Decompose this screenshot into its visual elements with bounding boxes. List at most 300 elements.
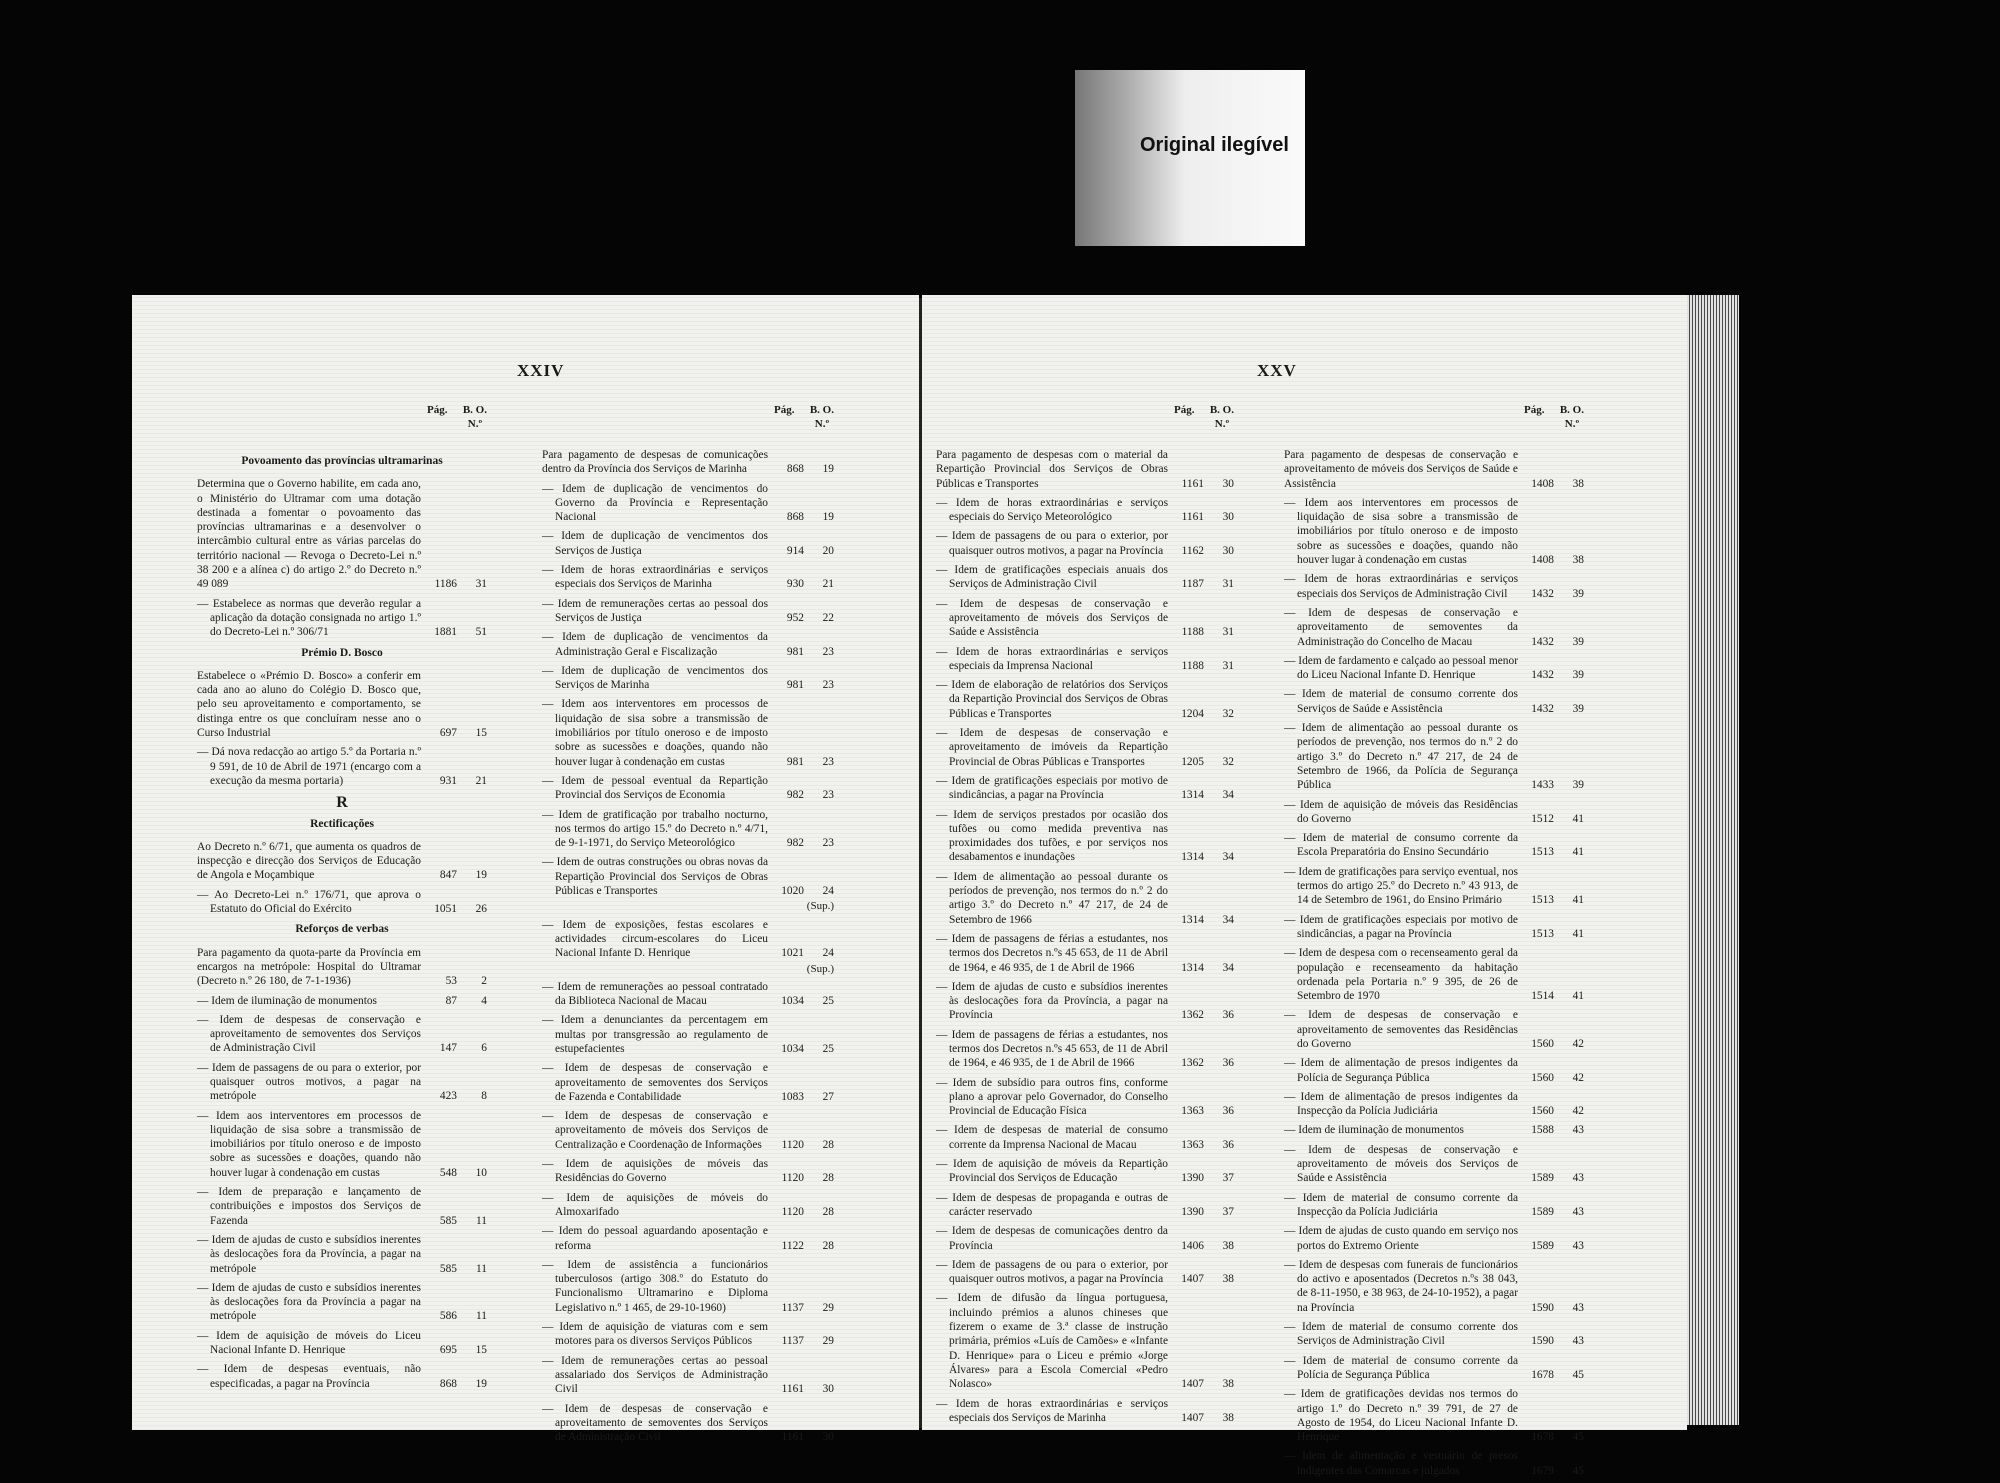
- index-entry: [936, 726, 1234, 769]
- index-entry: [1284, 654, 1584, 683]
- index-entry: [936, 645, 1234, 674]
- section-title: Povoamento das províncias ultramarinas: [241, 455, 443, 467]
- entry-text: — Idem de gratificações especiais por motivo de sindicâncias, a pagar na Província: [1284, 913, 1518, 940]
- entry-page: 1137: [781, 1301, 804, 1314]
- entry-bulletin-number: 26: [475, 903, 487, 916]
- entry-text: — Idem de gratificação por trabalho nocturno, nos termos do artigo 15.º do Decreto n.º 4/71, de 9-1-1971, do Serviço Meteorológico: [542, 808, 768, 850]
- entry-text: — Idem de despesas de material de consumo corrente da Imprensa Nacional de Macau: [936, 1124, 1168, 1151]
- bo-label: B. O.: [1209, 404, 1234, 416]
- index-entry: [936, 774, 1234, 803]
- index-entry: [542, 529, 834, 558]
- entry-text: — Idem de material de consumo corrente dos Serviços de Administração Civil: [1284, 1321, 1518, 1348]
- entry-page: 548: [439, 1166, 457, 1179]
- entry-page: 914: [786, 544, 804, 557]
- entry-page: 1432: [1531, 702, 1554, 715]
- entry-text: — Idem de despesas de conservação e aproveitamento de semoventes dos Serviços de Fazenda e Contabilidade: [542, 1062, 768, 1103]
- entry-bulletin-number: 31: [475, 578, 487, 591]
- entry-page: 1034: [781, 1042, 804, 1055]
- entry-page: 1120: [781, 1205, 804, 1218]
- entry-text: — Idem de aquisição de viaturas com e sem motores para os diversos Serviços Públicos: [542, 1321, 768, 1348]
- entry-bulletin-number: 41: [1572, 990, 1584, 1003]
- entry-bulletin-number: 43: [1572, 1335, 1584, 1348]
- entry-bulletin-number: 27: [822, 1090, 834, 1103]
- entry-page: 1513: [1531, 927, 1554, 940]
- index-entry: [936, 597, 1234, 640]
- entry-text: — Ao Decreto-Lei n.º 176/71, que aprova o Estatuto do Oficial do Exército: [197, 888, 421, 916]
- entry-bulletin-number: 36: [1222, 1009, 1234, 1022]
- column-header: [1174, 403, 1234, 433]
- entry-bulletin-number: 6: [481, 1042, 487, 1055]
- index-entry: [542, 1109, 834, 1152]
- index-entry: [936, 678, 1234, 721]
- entry-bulletin-number: 24: [822, 947, 834, 960]
- index-list: [936, 448, 1234, 1430]
- entry-page: 1161: [1181, 477, 1204, 490]
- index-entry: [1284, 1123, 1584, 1137]
- entry-page: 1161: [781, 1431, 804, 1444]
- entry-text: — Idem de material de consumo corrente da Inspecção da Polícia Judiciária: [1284, 1191, 1518, 1218]
- entry-page: 1589: [1531, 1205, 1554, 1218]
- entry-page: 1407: [1181, 1378, 1204, 1391]
- entry-bulletin-number: 31: [1222, 626, 1234, 639]
- entry-text: — Idem de despesas de conservação e aproveitamento de móveis dos Serviços de Saúde e Assistência: [936, 597, 1168, 639]
- entry-page: 1432: [1531, 635, 1554, 648]
- entry-page: 1406: [1181, 1239, 1204, 1252]
- entry-bulletin-number: 38: [1222, 1378, 1234, 1391]
- bo-header: [1210, 403, 1234, 431]
- entry-bulletin-number: 45: [1572, 1464, 1584, 1477]
- pag-header: Pág.: [774, 404, 795, 416]
- index-entry: [542, 1224, 834, 1253]
- index-entry: [197, 1281, 487, 1324]
- no-label: N.º: [467, 418, 483, 430]
- index-entry: [936, 808, 1234, 865]
- entry-bulletin-number: 25: [822, 1042, 834, 1055]
- right-page: [922, 295, 1687, 1477]
- entry-page: 1560: [1531, 1037, 1554, 1050]
- entry-text: — Idem de duplicação de vencimentos dos Serviços de Marinha: [542, 664, 768, 692]
- entry-bulletin-number: 38: [1222, 1273, 1234, 1286]
- entry-bulletin-number: 19: [475, 869, 487, 882]
- entry-text: — Idem de horas extraordinárias e serviços especiais dos Serviços de Marinha: [936, 1397, 1168, 1424]
- section-title: Rectificações: [310, 817, 374, 830]
- entry-page: 1188: [1181, 626, 1204, 639]
- index-entry: [542, 1354, 834, 1397]
- entry-page: 1362: [1181, 1009, 1204, 1022]
- index-entry: [542, 774, 834, 803]
- entry-text: — Idem de gratificações devidas nos termos do artigo 1.º do Decreto n.º 39 791, de 27 de Agosto de 1954, do Liceu Nacional Infante D. Henrique: [1284, 1388, 1518, 1444]
- index-entry: [542, 1157, 834, 1186]
- entry-page: 1408: [1531, 477, 1554, 490]
- bo-header: [463, 403, 487, 431]
- entry-page: 1314: [1181, 851, 1204, 864]
- entry-text: Para pagamento da quota-parte da Província em encargos na metrópole: Hospital do Ultramar (Decreto n.º 26 180, de 7-1-1936): [197, 946, 421, 988]
- index-entry: [936, 448, 1234, 491]
- index-entry: [1284, 606, 1584, 649]
- index-entry: [197, 888, 487, 917]
- entry-page: 1021: [781, 947, 804, 960]
- entry-bulletin-number: 4: [481, 994, 487, 1007]
- index-entry: [542, 597, 834, 626]
- entry-page: 868: [786, 463, 804, 476]
- entry-page: 1122: [781, 1239, 804, 1252]
- entry-bulletin-number: 11: [476, 1262, 487, 1275]
- entry-text: — Idem de despesas de conservação e aproveitamento de semoventes dos Serviços de Administração Civil: [197, 1013, 421, 1055]
- entry-page: 982: [786, 789, 804, 802]
- entry-text: — Idem de gratificações especiais anuais dos Serviços de Administração Civil: [936, 564, 1168, 591]
- entry-text: — Idem de alimentação de presos indigentes da Polícia de Segurança Pública: [1284, 1057, 1518, 1084]
- entry-text: — Idem de despesas de propaganda e outras de carácter reservado: [936, 1191, 1168, 1218]
- entry-text: — Idem de material de consumo corrente da Polícia de Segurança Pública: [1284, 1354, 1518, 1381]
- index-entry: [197, 1061, 487, 1104]
- entry-page: 1161: [1181, 511, 1204, 524]
- entry-text: — Estabelece as normas que deverão regular a aplicação da dotação consignada no artigo 1.º do Decreto-Lei n.º 306/71: [197, 597, 421, 639]
- entry-text: — Idem de serviços prestados por ocasião dos tufões ou como medida preventiva nas proximidades dos tufões, e por serviços nos desabamentos e inundações: [936, 808, 1168, 864]
- entry-bulletin-number: 42: [1572, 1071, 1584, 1084]
- entry-page: 585: [439, 1262, 457, 1275]
- index-entry: [936, 1258, 1234, 1287]
- entry-text: — Idem de despesas de conservação e aproveitamento de semoventes das Residências do Governo: [1284, 1009, 1518, 1050]
- entry-text: — Idem de aquisição de móveis das Residências do Governo: [1284, 798, 1518, 825]
- entry-bulletin-number: 38: [1572, 477, 1584, 490]
- entry-text: Ao Decreto n.º 6/71, que aumenta os quadros de inspecção e direcção dos Serviços de Educação de Angola e Moçambique: [197, 840, 421, 882]
- entry-page: 1083: [781, 1090, 804, 1103]
- entry-page: 1408: [1531, 554, 1554, 567]
- entry-page: 1513: [1531, 894, 1554, 907]
- entry-page: 1678: [1531, 1368, 1554, 1381]
- entry-text: Estabelece o «Prémio D. Bosco» a conferir em cada ano ao aluno do Colégio D. Bosco que, pelo seu aproveitamento e comportamento, se distinga entre os que concluíram nesse ano o Curso Industrial: [197, 669, 421, 740]
- entry-page: 1204: [1181, 707, 1204, 720]
- index-letter-heading: R: [336, 794, 348, 812]
- entry-text: — Idem de gratificações especiais por motivo de sindicâncias, a pagar na Província: [936, 774, 1168, 802]
- entry-page: 1881: [434, 626, 457, 639]
- entry-text: — Idem de assistência a funcionários tuberculosos (artigo 308.º do Estatuto do Funcionalismo Ultramarino e Diploma Legislativo n.º 1 465, de 29-10-1960): [542, 1258, 768, 1314]
- entry-bulletin-number: 23: [822, 645, 834, 658]
- entry-text: — Idem de elaboração de relatórios dos Serviços da Repartição Provincial dos Serviços de Obras Públicas e Transportes: [936, 679, 1168, 720]
- entry-text: — Idem de ajudas de custo e subsídios inerentes às deslocações fora da Província, a pagar na metrópole: [197, 1233, 421, 1275]
- entry-bulletin-number: 10: [475, 1166, 487, 1179]
- column-header: [774, 403, 834, 433]
- entry-bulletin-number: 36: [1222, 1138, 1234, 1151]
- entry-page: 1590: [1531, 1301, 1554, 1314]
- entry-text: — Idem aos interventores em processos de liquidação de sisa sobre a transmissão de imobiliários por título oneroso e de imposto sobre as sucessões e doações, quando não houver lugar à condenação em custas: [1284, 496, 1518, 567]
- index-entry: [1284, 1143, 1584, 1186]
- pag-header: Pág.: [427, 404, 448, 416]
- entry-text: — Idem de despesas de comunicações dentro da Província: [936, 1225, 1168, 1252]
- entry-text: — Idem de passagens de ou para o exterior, por quaisquer outros motivos, a pagar na Província: [936, 530, 1168, 557]
- entry-page: 1514: [1531, 990, 1554, 1003]
- index-entry: [1284, 1258, 1584, 1315]
- index-entry: [197, 1233, 487, 1276]
- entry-page: 1432: [1531, 587, 1554, 600]
- entry-page: 1589: [1531, 1172, 1554, 1185]
- entry-page: 1120: [781, 1172, 804, 1185]
- index-entry: [1284, 721, 1584, 792]
- entry-text: — Idem de horas extraordinárias e serviços especiais dos Serviços de Marinha: [542, 564, 768, 591]
- entry-bulletin-number: 32: [1222, 755, 1234, 768]
- entry-bulletin-number: 19: [475, 1377, 487, 1390]
- entry-page: 1362: [1181, 1057, 1204, 1070]
- entry-text: — Idem de material de consumo corrente dos Serviços de Saúde e Assistência: [1284, 688, 1518, 715]
- entry-bulletin-number: 23: [822, 679, 834, 692]
- entry-text: Para pagamento de despesas de conservação e aproveitamento de móveis dos Serviços de Saúde e Assistência: [1284, 449, 1518, 490]
- entry-text: — Idem de alimentação e vestuário de presos indigentes das Comarcas e julgados: [1284, 1450, 1518, 1477]
- pag-header: Pág.: [1524, 404, 1545, 416]
- entry-page: 1187: [1181, 578, 1204, 591]
- bo-label: B. O.: [462, 404, 487, 416]
- entry-bulletin-number: 39: [1572, 669, 1584, 682]
- index-entry: [1284, 1090, 1584, 1119]
- entry-text: — Idem de aquisição de móveis da Repartição Provincial dos Serviços de Educação: [936, 1158, 1168, 1185]
- entry-text: — Idem de despesas eventuais, não especificadas, a pagar na Província: [197, 1363, 421, 1390]
- entry-page: 930: [786, 578, 804, 591]
- index-entry: [197, 745, 487, 788]
- entry-page: 982: [786, 837, 804, 850]
- index-entry: [197, 1362, 487, 1391]
- entry-text: — Idem de subsídio para outros fins, conforme plano a aprovar pelo Governador, do Conselho Provincial de Educação Física: [936, 1076, 1168, 1118]
- entry-page: 53: [445, 975, 457, 988]
- entry-page: 1390: [1181, 1172, 1204, 1185]
- entry-page: 1512: [1531, 812, 1554, 825]
- index-list: [542, 448, 834, 1449]
- index-entry: [542, 563, 834, 592]
- entry-text: — Idem de ajudas de custo e subsídios inerentes às deslocações fora da Província a pagar na metrópole: [197, 1281, 421, 1323]
- entry-bulletin-number: 38: [1572, 554, 1584, 567]
- entry-text: — Idem do pessoal aguardando aposentação e reforma: [542, 1225, 768, 1252]
- index-entry: [1284, 448, 1584, 491]
- entry-bulletin-number: 42: [1572, 1037, 1584, 1050]
- entry-page: 1363: [1181, 1138, 1204, 1151]
- index-entry: [936, 1123, 1234, 1152]
- entry-text: — Idem de remunerações ao pessoal contratado da Biblioteca Nacional de Macau: [542, 980, 768, 1008]
- entry-page: 1588: [1531, 1124, 1554, 1137]
- index-entry: [1284, 798, 1584, 827]
- entry-page: 981: [786, 679, 804, 692]
- entry-bulletin-number: 23: [822, 789, 834, 802]
- index-entry: [936, 496, 1234, 525]
- entry-text: — Idem de alimentação ao pessoal durante os períodos de prevenção, nos termos do n.º 2 do artigo 3.º do Decreto n.º 47 217, de 24 de Setembro de 1966: [936, 870, 1168, 926]
- entry-text: — Idem de duplicação de vencimentos da Administração Geral e Fiscalização: [542, 631, 768, 658]
- entry-text: — Idem aos interventores em processos de liquidação de sisa sobre a transmissão de imobiliários por título oneroso e de imposto sobre as sucessões e doações, quando não houver lugar à condenação em custas: [542, 698, 768, 768]
- entry-page: 1363: [1181, 1105, 1204, 1118]
- entry-text: — Idem de duplicação de vencimentos dos Serviços de Justiça: [542, 530, 768, 557]
- entry-page: 868: [786, 511, 804, 524]
- index-entry: [1284, 1191, 1584, 1220]
- entry-bulletin-number: 34: [1222, 789, 1234, 802]
- entry-text: — Idem de alimentação ao pessoal durante os períodos de prevenção, nos termos do n.º 2 do artigo 3.º do Decreto n.º 47 217, de 24 de Setembro de 1966, da Polícia de Segurança Pública: [1284, 722, 1518, 792]
- supplement-note: (Sup.): [806, 962, 834, 975]
- entry-bulletin-number: 30: [1222, 511, 1234, 524]
- entry-text: — Idem de despesa com o recenseamento geral da população e recenseamento da habitação ordenada pela Portaria n.º 9 395, de 26 de Setembro de 1970: [1284, 947, 1518, 1003]
- index-entry: [1284, 496, 1584, 567]
- entry-page: 1513: [1531, 846, 1554, 859]
- index-entry: [1284, 1224, 1584, 1253]
- index-entry: [542, 808, 834, 851]
- entry-page: 1314: [1181, 789, 1204, 802]
- entry-page: 1314: [1181, 961, 1204, 974]
- entry-bulletin-number: 2: [481, 975, 487, 988]
- entry-page: 1407: [1181, 1273, 1204, 1286]
- entry-page: 981: [786, 755, 804, 768]
- entry-bulletin-number: 39: [1572, 702, 1584, 715]
- index-entry: [542, 697, 834, 768]
- index-entry: [542, 664, 834, 693]
- section-title: Reforços de verbas: [295, 923, 389, 936]
- entry-text: — Idem de material de consumo corrente da Escola Preparatória do Ensino Secundário: [1284, 832, 1518, 859]
- index-entry: [1284, 687, 1584, 716]
- book-page-edges: [1687, 295, 1739, 1425]
- entry-bulletin-number: 28: [822, 1138, 834, 1151]
- entry-bulletin-number: 29: [822, 1335, 834, 1348]
- entry-bulletin-number: 51: [475, 626, 487, 639]
- entry-bulletin-number: 34: [1222, 851, 1234, 864]
- entry-bulletin-number: 43: [1572, 1301, 1584, 1314]
- entry-text: — Idem de iluminação de monumentos: [197, 994, 377, 1007]
- entry-bulletin-number: 38: [1222, 1239, 1234, 1252]
- entry-bulletin-number: 39: [1572, 779, 1584, 792]
- entry-page: 931: [439, 774, 457, 787]
- entry-page: 147: [439, 1042, 457, 1055]
- entry-page: 1433: [1531, 779, 1554, 792]
- entry-page: 1432: [1531, 669, 1554, 682]
- entry-page: 1560: [1531, 1105, 1554, 1118]
- entry-text: — Idem de ajudas de custo e subsídios inerentes às deslocações fora da Província, a pagar na Província: [936, 980, 1168, 1022]
- entry-page: 1205: [1181, 755, 1204, 768]
- entry-page: 585: [439, 1214, 457, 1227]
- no-label: N.º: [814, 418, 830, 430]
- entry-bulletin-number: 34: [1222, 961, 1234, 974]
- supplement-note: (Sup.): [806, 900, 834, 913]
- entry-text: Para pagamento de despesas de comunicações dentro da Província dos Serviços de Marinha: [542, 449, 768, 476]
- index-entry: [936, 1076, 1234, 1119]
- index-entry: [542, 448, 834, 477]
- entry-page: 1678: [1531, 1431, 1554, 1444]
- entry-bulletin-number: 36: [1222, 1105, 1234, 1118]
- entry-text: — Idem de horas extraordinárias e serviços especiais do Serviço Meteorológico: [936, 496, 1168, 524]
- index-entry: [197, 1109, 487, 1180]
- index-entry: [542, 918, 834, 961]
- entry-text: — Idem de despesas de conservação e aproveitamento de móveis dos Serviços de Centralização e Coordenação de Informações: [542, 1110, 768, 1151]
- entry-page: 1186: [434, 578, 457, 591]
- index-entry: [936, 1157, 1234, 1186]
- index-entry: [197, 840, 487, 883]
- entry-bulletin-number: 29: [822, 1301, 834, 1314]
- entry-text: — Idem de remunerações certas ao pessoal assalariado dos Serviços de Administração Civil: [542, 1354, 768, 1396]
- entry-page: 1034: [781, 995, 804, 1008]
- index-entry: [197, 669, 487, 740]
- pag-header: Pág.: [1174, 404, 1195, 416]
- entry-text: — Idem a denunciantes da percentagem em multas por transgressão ao regulamento de estupefacientes: [542, 1014, 768, 1055]
- entry-text: — Idem de despesas com funerais de funcionários do activo e aposentados (Decretos n.ºs 38 043, de 8-11-1950, e 38 963, de 24-10-1952), a pagar na Província: [1284, 1258, 1518, 1314]
- entry-bulletin-number: 39: [1572, 587, 1584, 600]
- illegible-original-stamp: [1075, 70, 1305, 246]
- entry-page: 1560: [1531, 1071, 1554, 1084]
- entry-bulletin-number: 28: [822, 1239, 834, 1252]
- entry-text: — Idem de despesas de conservação e aproveitamento de móveis dos Serviços de Saúde e Assistência: [1284, 1143, 1518, 1185]
- entry-page: 697: [439, 727, 457, 740]
- index-entry: [1284, 1056, 1584, 1085]
- index-entry: [936, 1397, 1234, 1426]
- entry-text: — Idem de aquisições de móveis das Residências do Governo: [542, 1158, 768, 1185]
- entry-page: 1589: [1531, 1239, 1554, 1252]
- entry-text: — Idem aos interventores em processos de liquidação de sisa sobre a transmissão de imobiliários por título oneroso e de imposto sobre as sucessões e doações, quando não houver lugar à condenação em custas: [197, 1109, 421, 1179]
- entry-bulletin-number: 32: [1222, 707, 1234, 720]
- index-entry: [1284, 913, 1584, 942]
- entry-page: 1020: [781, 885, 804, 898]
- entry-page: 1188: [1181, 659, 1204, 672]
- entry-bulletin-number: 30: [822, 1383, 834, 1396]
- column-header: [427, 403, 487, 433]
- index-entry: [1284, 865, 1584, 908]
- entry-bulletin-number: 28: [822, 1205, 834, 1218]
- entry-bulletin-number: 30: [822, 1431, 834, 1444]
- entry-bulletin-number: 23: [822, 755, 834, 768]
- entry-bulletin-number: 19: [822, 463, 834, 476]
- index-entry: [197, 1185, 487, 1228]
- entry-bulletin-number: 24: [822, 885, 834, 898]
- entry-text: — Idem de passagens de ou para o exterior, por quaisquer outros motivos, a pagar na metrópole: [197, 1061, 421, 1103]
- entry-text: — Idem de difusão da língua portuguesa, incluindo prémios a alunos chineses que fizerem o exame de 3.ª classe de instrução primária, prémios «Luís de Camões» e «Infante D. Henrique» para o Liceu e prémio «Jorge Álvares» para a Escola Comercial «Pedro Nolasco»: [936, 1292, 1168, 1391]
- entry-page: 423: [439, 1090, 457, 1103]
- index-entry: [542, 980, 834, 1009]
- entry-page: 1162: [1181, 544, 1204, 557]
- entry-bulletin-number: 30: [1222, 477, 1234, 490]
- index-entry: [936, 870, 1234, 927]
- index-entry: [542, 630, 834, 659]
- index-entry: [1284, 1449, 1584, 1478]
- index-entry: [197, 946, 487, 989]
- entry-text: — Idem de despesas de conservação e aproveitamento de semoventes dos Serviços de Administração Civil: [542, 1402, 768, 1444]
- entry-bulletin-number: 11: [476, 1310, 487, 1323]
- entry-bulletin-number: 19: [822, 511, 834, 524]
- column-header: [1524, 403, 1584, 433]
- entry-text: — Idem de exposições, festas escolares e actividades circum-escolares do Liceu Nacional Infante D. Henrique: [542, 918, 768, 960]
- index-entry: [542, 1320, 834, 1349]
- index-entry: [1284, 1320, 1584, 1349]
- index-list: [197, 448, 487, 1396]
- entry-page: 952: [786, 611, 804, 624]
- entry-page: 1407: [1181, 1411, 1204, 1424]
- index-entry: [936, 980, 1234, 1023]
- entry-bulletin-number: 30: [1222, 544, 1234, 557]
- entry-bulletin-number: 22: [822, 611, 834, 624]
- entry-page: 87: [445, 994, 457, 1007]
- entry-bulletin-number: 36: [1222, 1057, 1234, 1070]
- entry-bulletin-number: 34: [1222, 913, 1234, 926]
- stamp-text: Original ilegível: [1140, 134, 1289, 156]
- entry-text: — Idem de gratificações para serviço eventual, nos termos do artigo 25.º do Decreto n.º 43 913, de 14 de Setembro de 1961, do Ensino Primário: [1284, 865, 1518, 907]
- index-entry: [936, 1291, 1234, 1391]
- entry-text: — Dá nova redacção ao artigo 5.º da Portaria n.º 9 591, de 10 de Abril de 1971 (encargo com a execução da mesma portaria): [197, 746, 421, 787]
- entry-bulletin-number: 11: [476, 1214, 487, 1227]
- entry-bulletin-number: 43: [1572, 1205, 1584, 1218]
- index-entry: [936, 1191, 1234, 1220]
- entry-bulletin-number: 31: [1222, 578, 1234, 591]
- no-label: N.º: [1564, 418, 1580, 430]
- entry-text: Para pagamento de despesas com o material da Repartição Provincial dos Serviços de Obras Públicas e Transportes: [936, 449, 1168, 490]
- index-entry: [542, 482, 834, 525]
- index-entry: [936, 932, 1234, 975]
- entry-bulletin-number: 21: [475, 774, 487, 787]
- entry-page: 1137: [781, 1335, 804, 1348]
- index-entry: [1284, 946, 1584, 1003]
- entry-bulletin-number: 37: [1222, 1172, 1234, 1185]
- entry-bulletin-number: 45: [1572, 1431, 1584, 1444]
- entry-page: 847: [439, 869, 457, 882]
- entry-text: — Idem de horas extraordinárias e serviços especiais da Imprensa Nacional: [936, 645, 1168, 672]
- entry-text: — Idem de duplicação de vencimentos do Governo da Província e Representação Nacional: [542, 482, 768, 524]
- entry-bulletin-number: 38: [1222, 1411, 1234, 1424]
